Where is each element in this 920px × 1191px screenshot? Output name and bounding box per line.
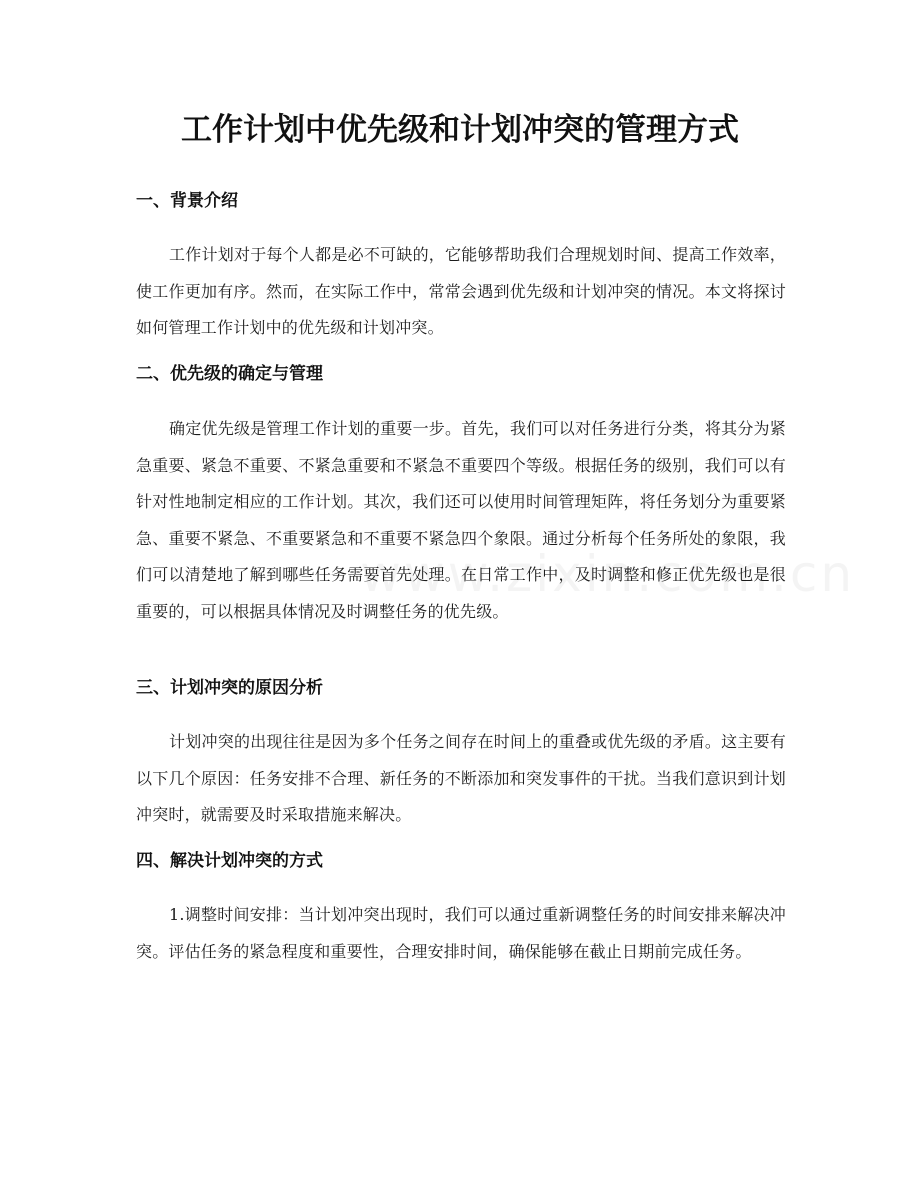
document-title: 工作计划中优先级和计划冲突的管理方式 xyxy=(181,112,739,148)
section-heading: 一、背景介绍 xyxy=(136,191,238,211)
section-conflict-causes xyxy=(136,676,786,834)
section-paragraph: 计划冲突的出现往往是因为多个任务之间存在时间上的重叠或优先级的矛盾。这主要有以下几个原因：任务安排不合理、新任务的不断添加和突发事件的干扰。当我们意识到计划冲突时，就需要及时采取措施来解决。 xyxy=(136,732,786,824)
section-priority xyxy=(136,362,786,630)
section-conflict-solutions xyxy=(136,849,786,970)
section-background xyxy=(136,189,786,347)
section-heading: 三、计划冲突的原因分析 xyxy=(136,678,323,698)
section-heading: 四、解决计划冲突的方式 xyxy=(136,851,323,871)
section-paragraph: 1.调整时间安排：当计划冲突出现时，我们可以通过重新调整任务的时间安排来解决冲突。评估任务的紧急程度和重要性，合理安排时间，确保能够在截止日期前完成任务。 xyxy=(136,905,786,961)
section-heading: 二、优先级的确定与管理 xyxy=(136,364,323,384)
section-paragraph: 工作计划对于每个人都是必不可缺的，它能够帮助我们合理规划时间、提高工作效率，使工作更加有序。然而，在实际工作中，常常会遇到优先级和计划冲突的情况。本文将探讨如何管理工作计划中的优先级和计划冲突。 xyxy=(136,245,786,337)
section-paragraph: 确定优先级是管理工作计划的重要一步。首先，我们可以对任务进行分类，将其分为紧急重要、紧急不重要、不紧急重要和不紧急不重要四个等级。根据任务的级别，我们可以有针对性地制定相应的工作计划。其次，我们还可以使用时间管理矩阵，将任务划分为重要紧急、重要不紧急、不重要紧急和不重要不紧急四个象限。通过分析每个任务所处的象限，我们可以清楚地了解到哪些任务需要首先处理。在日常工作中，及时调整和修正优先级也是很重要的，可以根据具体情况及时调整任务的优先级。 xyxy=(136,419,786,621)
